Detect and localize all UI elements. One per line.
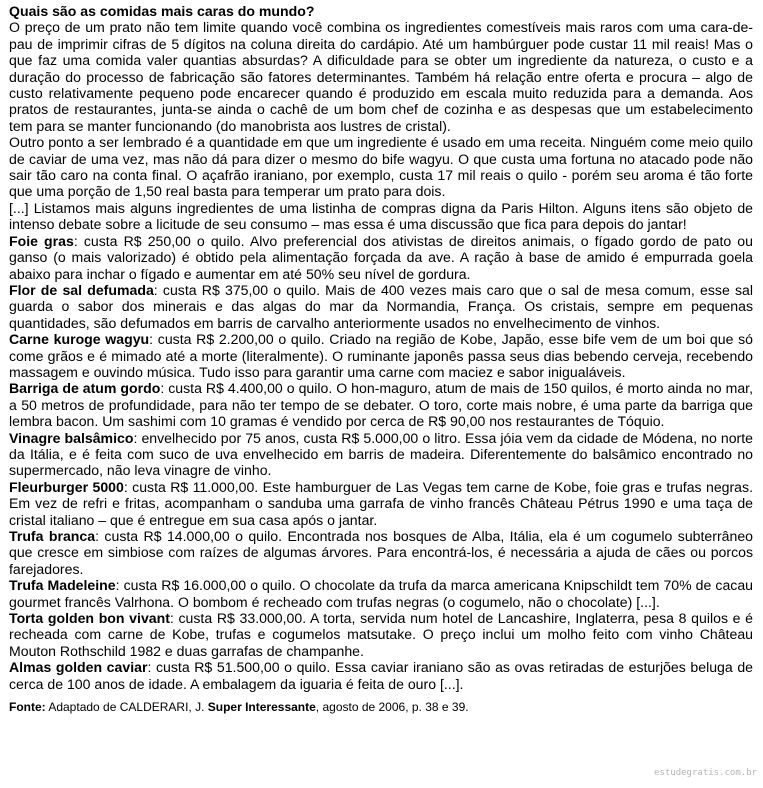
food-item [9, 577, 753, 610]
intro-paragraph: O preço de um prato não tem limite quando você combina os ingredientes comestíveis mais raros com uma cara-de-pau de imprimir cifras de 5 dígitos na coluna direita do cardápio. Até um hambúrguer pode custar 11 mil reais! Mas o que faz uma comida valer quantias absurdas? A dificuldade para se obter um ingrediente da natureza, o custo e a duração do processo de fabricação são fatores determinantes. Também há relação entre oferta e procura – algo de custo relativamente pequeno pode encarecer quando é produzido em escala muito reduzida para a demanda. Aos pratos de restaurantes, junta-se ainda o cachê de um bom chef de cozinha e as despesas que um estabelecimento tem para se manter funcionando (do manobrista aos lustres de cristal). [9, 19, 753, 134]
food-item [9, 479, 753, 528]
source-magazine: Super Interessante [207, 700, 316, 715]
watermark: estudegratis.com.br [654, 768, 757, 778]
source-citation [9, 700, 753, 714]
food-item-text: : custa R$ 16.000,00 o quilo. O chocolate da trufa da marca americana Knipschildt tem 70% de cacau gourmet francês Valrhona. O bombom é recheado com trufas negras (o cogumelo, não o chocolate) [...]. [9, 577, 754, 610]
food-item-name: Barriga de atum gordo [9, 380, 161, 397]
food-item [9, 430, 753, 479]
source-label: Fonte: [9, 700, 46, 715]
food-item [9, 282, 753, 331]
food-item-name: Fleurburger 5000 [9, 478, 124, 495]
food-item-text: : custa R$ 14.000,00 o quilo. Encontrada nos bosques de Alba, Itália, ela é um cogumelo subterrâneo que cresce em simbiose com raízes de algumas árvores. Para encontrá-los, é necessária a ajuda de cães ou porcos farejadores. [9, 528, 753, 577]
food-item-text: : custa R$ 33.000,00. A torta, servida num hotel de Lancashire, Inglaterra, pesa 8 quilos e é recheada com carne de Kobe, trufas e cogumelos matsutake. O preço inclui um molho feito com vinho Château Mouton Rothschild 1982 e duas garrafas de champanhe. [9, 610, 753, 659]
document-title: Quais são as comidas mais caras do mundo? [9, 3, 315, 19]
food-item [9, 610, 753, 659]
food-item [9, 528, 753, 577]
food-item-text: : custa R$ 11.000,00. Este hamburguer de Las Vegas tem carne de Kobe, foie gras e trufas negras. Em vez de refri e fritas, acompanham o sanduba uma garrafa de vinho francês Château Pétrus 1990 e uma taça de cristal italiano – que é entregue em sua casa após o jantar. [9, 478, 753, 528]
food-item [9, 659, 753, 692]
food-item-name: Torta golden bon vivant [9, 610, 170, 627]
document-body [9, 3, 753, 726]
food-item-name: Trufa branca [9, 528, 96, 544]
food-item [9, 233, 753, 282]
intro-paragraph: Outro ponto a ser lembrado é a quantidade em que um ingrediente é usado em uma receita. Ninguém come meio quilo de caviar de uma vez, mas não dá para dizer o mesmo do bife wagyu. O que custa uma fortuna no atacado pode não sair tão caro na conta final. O açafrão iraniano, por exemplo, custa 17 mil reais o quilo - porém seu aroma é tão forte que uma porção de 1,50 real basta para temperar um prato para dois. [9, 134, 753, 200]
food-item-name: Carne kuroge wagyu [9, 331, 150, 348]
food-item-name: Almas golden caviar [9, 659, 148, 676]
food-item-text: : custa R$ 51.500,00 o quilo. Essa caviar iraniano são as ovas retiradas de esturjões beluga de cerca de 100 anos de idade. A embalagem da iguaria é feita de ouro [...]. [9, 659, 754, 692]
food-item-text: : envelhecido por 75 anos, custa R$ 5.000,00 o litro. Essa jóia vem da cidade de Módena, no norte da Itália, e é feita com suco de uva envelhecido em barris de madeira. Diferentemente do balsâmico encontrado no supermercado, não leva vinagre de vinho. [9, 429, 754, 479]
food-item-text: : custa R$ 2.200,00 o quilo. Criado na região de Kobe, Japão, esse bife vem de um boi que só come grãos e é mimado até a morte (literalmente). O ruminante japonês passa seus dias bebendo cerveja, recebendo massagem e ouvindo música. Tudo isso para garantir uma carne com maciez e sabor inigualáveis. [9, 331, 753, 380]
food-item-name: Foie gras [9, 232, 74, 249]
food-item [9, 331, 753, 380]
food-item-name: Vinagre balsâmico [9, 429, 134, 446]
source-author: Adaptado de CALDERARI, J. [45, 700, 208, 715]
source-details: , agosto de 2006, p. 38 e 39. [315, 700, 469, 715]
food-item-text: : custa R$ 4.400,00 o quilo. O hon-maguro, atum de mais de 150 quilos, é morto ainda no mar, a 50 metros de profundidade, para não ter tempo de se debater. O toro, corte mais nobre, é uma parte da barriga que lembra bacon. Um sashimi com 10 gramas é vendido por cerca de R$ 90,00 nos restaurantes de Tóquio. [9, 380, 754, 430]
food-item-name: Trufa Madeleine [9, 577, 116, 594]
food-item [9, 380, 753, 429]
food-item-text: : custa R$ 375,00 o quilo. Mais de 400 vezes mais caro que o sal de mesa comum, esse sal guarda o sabor dos minerais e das algas do mar da Normandia, França. Os cristais, sempre em pequenas quantidades, são defumados em barris de carvalho anteriormente usados no envelhecimento de vinhos. [9, 281, 753, 331]
intro-paragraph: [...] Listamos mais alguns ingredientes de uma listinha de compras digna da Paris Hilton. Alguns itens são objeto de intenso debate sobre a licitude de seu consumo – mas essa é uma discussão que fica para depois do jantar! [9, 199, 753, 233]
food-item-name: Flor de sal defumada [9, 281, 154, 298]
food-item-text: : custa R$ 250,00 o quilo. Alvo preferencial dos ativistas de direitos animais, o fígado gordo de pato ou ganso (o mais valorizado) é obtido pela alimentação forçada da ave. A ração à base de amido é empurrada goela abaixo para inchar o fígado e aumentar em até 50% seu nível de gordura. [9, 232, 753, 282]
